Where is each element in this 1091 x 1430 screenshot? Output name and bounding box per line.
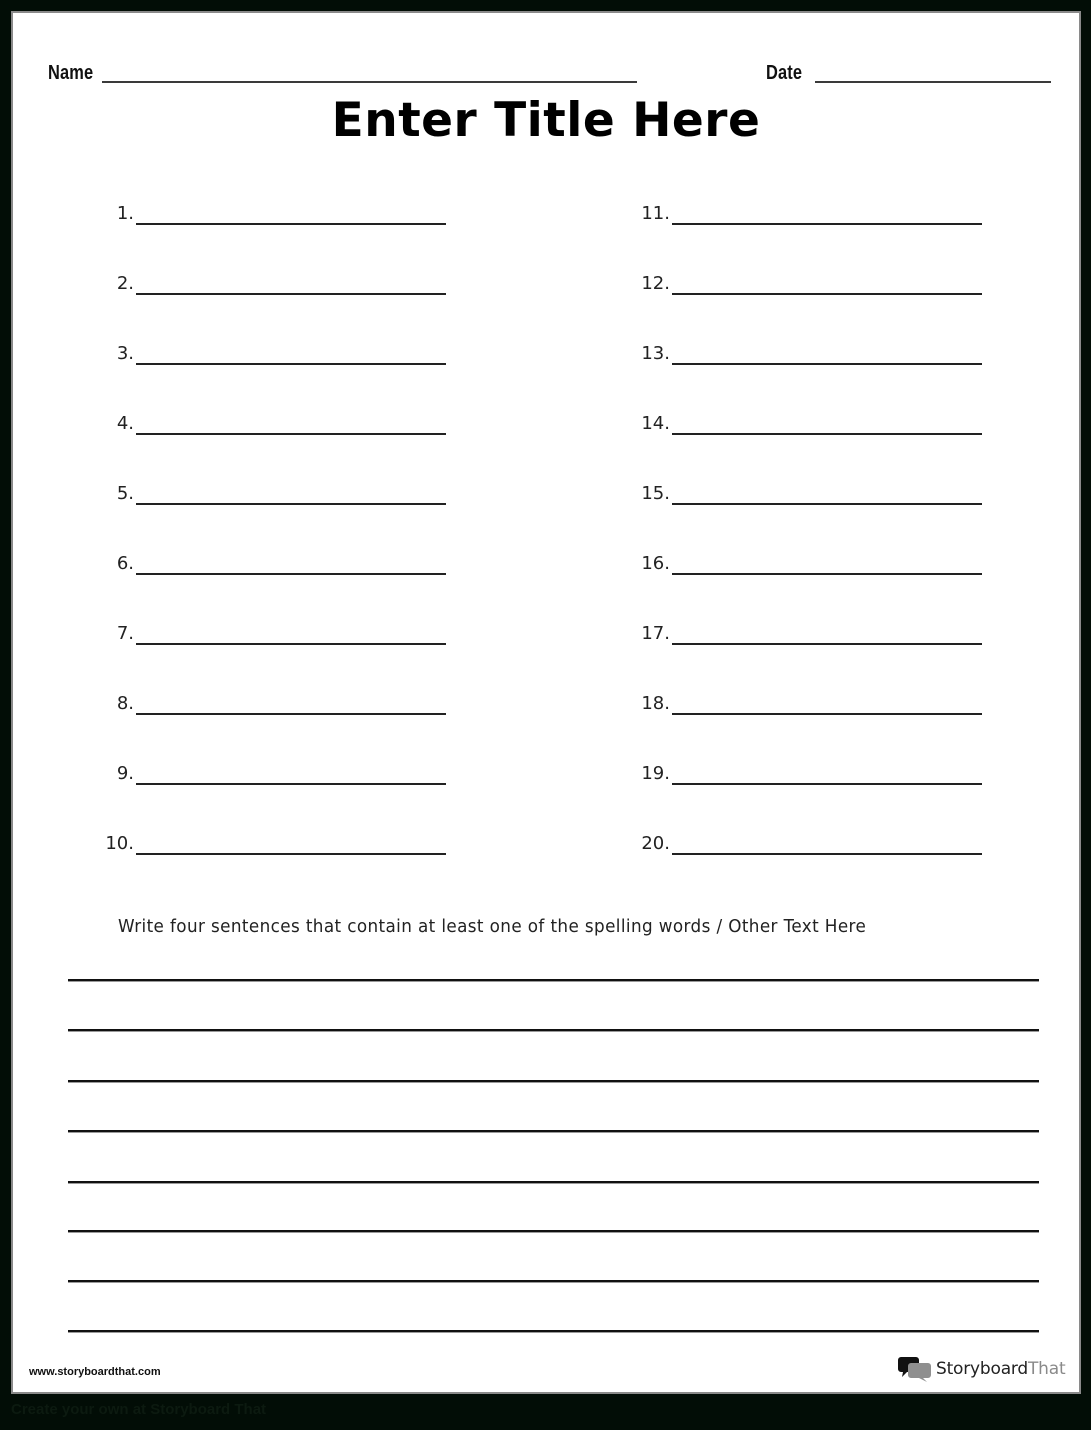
spelling-word-number: 3.: [116, 343, 134, 364]
sentence-line[interactable]: [68, 1230, 1039, 1233]
spelling-word-number: 19.: [641, 763, 670, 784]
watermark-text: Create your own at Storyboard That: [11, 1401, 267, 1418]
spelling-word-number: 1.: [116, 203, 134, 224]
spelling-word-row: [13, 273, 1079, 303]
worksheet-page: [11, 11, 1081, 1394]
sentence-line[interactable]: [68, 1130, 1039, 1133]
spelling-word-line[interactable]: [672, 643, 982, 645]
worksheet-title[interactable]: Enter Title Here: [331, 93, 761, 148]
date-field-line[interactable]: [815, 81, 1051, 83]
spelling-word-line[interactable]: [672, 853, 982, 855]
spelling-word-number: 8.: [116, 693, 134, 714]
sentence-line[interactable]: [68, 1029, 1039, 1032]
spelling-word-line[interactable]: [672, 293, 982, 295]
spelling-word-number: 12.: [641, 273, 670, 294]
sentence-line[interactable]: [68, 1330, 1039, 1333]
instructions-text[interactable]: Write four sentences that contain at least one of the spelling words / Other Text Here: [118, 917, 867, 937]
sentence-line[interactable]: [68, 1280, 1039, 1283]
spelling-word-row: [13, 483, 1079, 513]
spelling-word-row: [13, 343, 1079, 373]
logo-text-storyboard: Storyboard: [936, 1359, 1028, 1379]
spelling-word-number: 2.: [116, 273, 134, 294]
spelling-word-number: 17.: [641, 623, 670, 644]
spelling-word-line[interactable]: [672, 223, 982, 225]
spelling-word-row: [13, 623, 1079, 653]
spelling-word-number: 11.: [641, 203, 670, 224]
spelling-word-line[interactable]: [672, 713, 982, 715]
spelling-word-row: [13, 553, 1079, 583]
spelling-word-number: 14.: [641, 413, 670, 434]
date-label: Date: [766, 62, 803, 84]
spelling-word-number: 15.: [641, 483, 670, 504]
spelling-word-line[interactable]: [672, 433, 982, 435]
spelling-word-line[interactable]: [672, 783, 982, 785]
spelling-word-row: [13, 763, 1079, 793]
spelling-word-number: 4.: [116, 413, 134, 434]
spelling-word-number: 13.: [641, 343, 670, 364]
logo-text: [936, 1359, 1065, 1379]
storyboardthat-logo: [898, 1356, 1065, 1382]
spelling-word-number: 20.: [641, 833, 670, 854]
spelling-word-number: 5.: [116, 483, 134, 504]
spelling-word-number: 7.: [116, 623, 134, 644]
spelling-word-number: 9.: [116, 763, 134, 784]
sentence-line[interactable]: [68, 979, 1039, 982]
spelling-word-number: 10.: [105, 833, 134, 854]
spelling-word-line[interactable]: [672, 363, 982, 365]
sentence-line[interactable]: [68, 1181, 1039, 1184]
spelling-word-row: [13, 203, 1079, 233]
spelling-word-line[interactable]: [672, 503, 982, 505]
spelling-word-row: [13, 413, 1079, 443]
spelling-word-number: 16.: [641, 553, 670, 574]
spelling-word-row: [13, 833, 1079, 863]
spelling-word-number: 6.: [116, 553, 134, 574]
spelling-word-line[interactable]: [672, 573, 982, 575]
name-field-line[interactable]: [102, 81, 637, 83]
spelling-word-number: 18.: [641, 693, 670, 714]
speech-bubbles-icon: [898, 1356, 932, 1382]
sentence-line[interactable]: [68, 1080, 1039, 1083]
name-label: Name: [48, 62, 94, 84]
footer-url: www.storyboardthat.com: [29, 1366, 161, 1378]
spelling-word-row: [13, 693, 1079, 723]
logo-text-that: That: [1028, 1359, 1066, 1379]
